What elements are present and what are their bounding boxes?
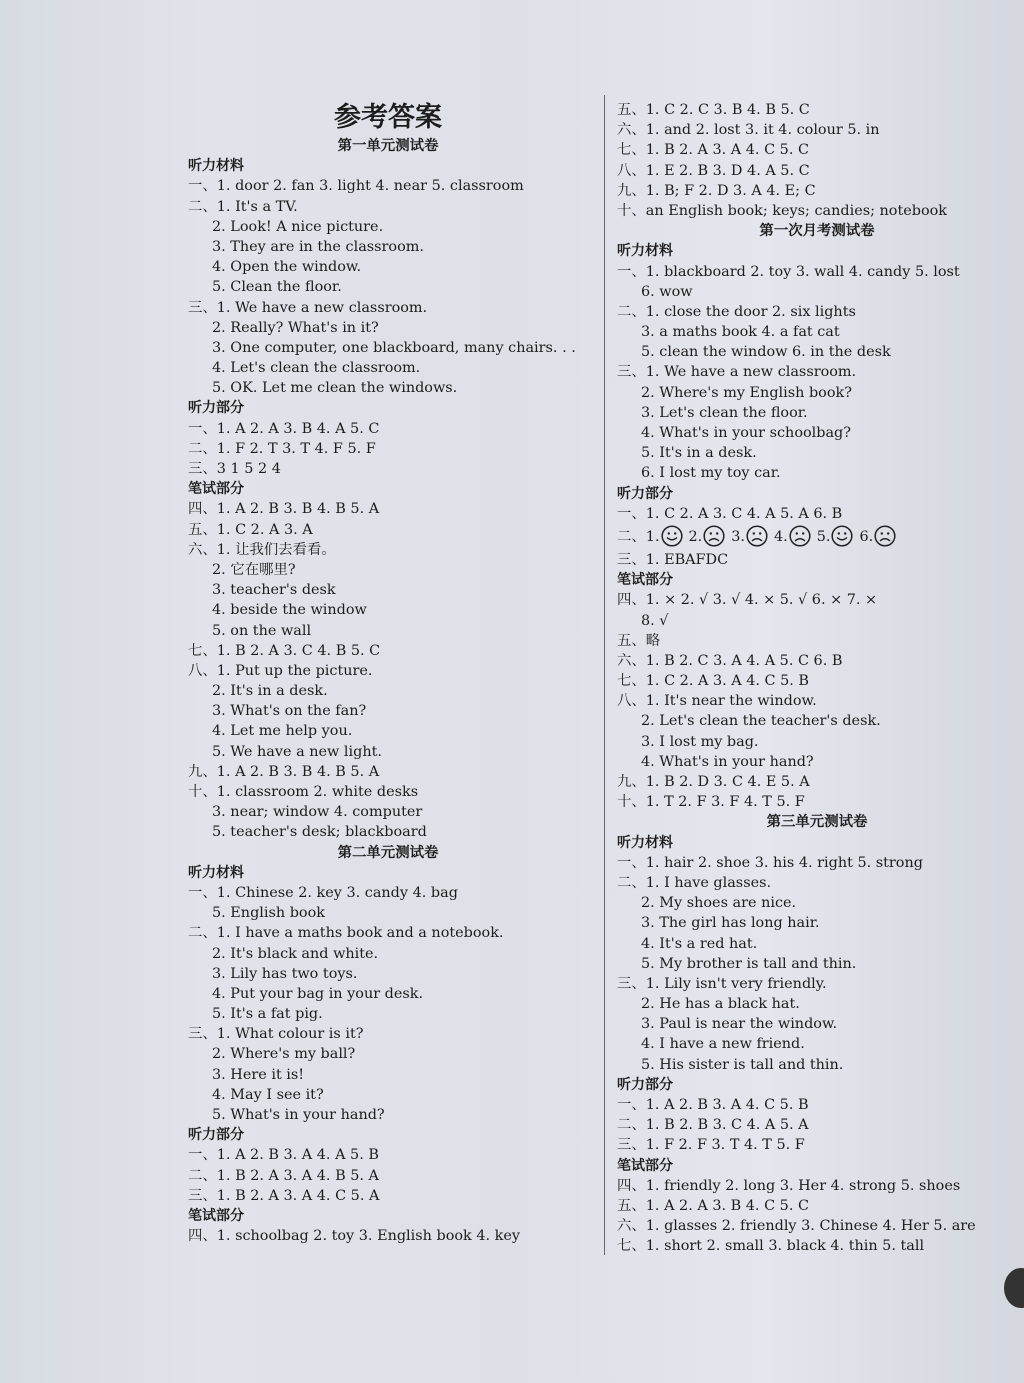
subsection-heading: 听力部分 [617,1076,673,1093]
answer-line: 5. teacher's desk; blackboard [212,824,427,841]
sad-face-icon [789,525,811,556]
subsection-heading: 听力部分 [188,400,244,417]
answer-line: 2. It's in a desk. [212,683,328,700]
answer-line: 2. Where's my ball? [212,1046,356,1063]
answer-line: 八、1. E 2. B 3. D 4. A 5. C [617,162,810,179]
answer-line: 一、1. A 2. B 3. A 4. C 5. B [617,1097,809,1113]
answer-line: 六、1. glasses 2. friendly 3. Chinese 4. Her 5. are [617,1218,976,1235]
subsection-heading: 笔试部分 [617,1157,673,1174]
question-number: 二、 [617,528,646,545]
answer-line: 七、1. C 2. A 3. A 4. C 5. B [617,673,809,690]
answer-line: 一、1. C 2. A 3. C 4. A 5. A 6. B [617,505,843,522]
answer-line: 6. wow [641,283,693,300]
answer-line-faces [617,524,1017,550]
answer-line: 三、3 1 5 2 4 [188,461,281,477]
answer-line: 4. I have a new friend. [641,1036,805,1053]
answer-line: 4. Let me help you. [212,723,353,740]
subsection-heading: 笔试部分 [617,572,673,589]
answer-line: 三、1. Lily isn't very friendly. [617,975,827,992]
answer-line: 一、1. blackboard 2. toy 3. wall 4. candy 5. lost [617,263,960,280]
page-title: 参考答案 [334,102,442,133]
answer-number: 5. [816,528,831,545]
subsection-heading: 听力材料 [188,158,244,175]
subsection-heading: 听力部分 [617,485,673,502]
answer-number: 6. [859,528,874,545]
answer-line: 4. Let's clean the classroom. [212,360,421,377]
answer-line: 4. What's in your schoolbag? [641,425,851,441]
answer-line: 5. What's in your hand? [212,1107,385,1123]
answer-line: 三、1. EBAFDC [617,551,729,568]
answer-line: 4. Open the window. [212,259,362,276]
answer-line: 六、1. B 2. C 3. A 4. A 5. C 6. B [617,652,843,669]
answer-line: 3. I lost my bag. [641,733,759,750]
answer-line: 3. They are in the classroom. [212,238,424,255]
answer-line: 3. teacher's desk [212,582,336,599]
answer-line: 3. a maths book 4. a fat cat [641,324,840,341]
answer-number: 4. [774,528,788,545]
section-title: 第三单元测试卷 [766,813,868,831]
answer-line: 3. Here it is! [212,1066,305,1083]
subsection-heading: 听力部分 [188,1127,244,1144]
answer-line: 5. It's in a desk. [641,445,757,462]
answer-line: 2. Look! A nice picture. [212,218,384,235]
section-title: 第一次月考测试卷 [759,222,875,240]
answer-line: 二、1. I have glasses. [617,874,772,891]
answer-line: 3. One computer, one blackboard, many chairs. . . [212,339,576,356]
answer-line: 8. √ [641,612,669,629]
answer-line: 2. Let's clean the teacher's desk. [641,713,881,730]
answer-line: 3. The girl has long hair. [641,915,820,932]
smiley-face-icon [831,525,853,556]
answer-number: 1. [645,528,660,545]
answer-line: 十、1. classroom 2. white desks [188,784,419,800]
column-divider [604,95,605,1255]
answer-line: 4. It's a red hat. [641,935,758,952]
answer-line: 三、1. We have a new classroom. [188,299,428,316]
answer-line: 6. I lost my toy car. [641,465,781,482]
answer-line: 九、1. A 2. B 3. B 4. B 5. A [188,763,380,780]
answer-line: 4. Put your bag in your desk. [212,985,424,1002]
sad-face-icon [746,525,768,556]
answer-line: 3. What's on the fan? [212,703,367,720]
answer-number: 2. [688,528,703,545]
answer-line: 五、1. C 2. C 3. B 4. B 5. C [617,102,810,118]
answer-line: 九、1. B; F 2. D 3. A 4. E; C [617,182,816,199]
answer-line: 一、1. hair 2. shoe 3. his 4. right 5. strong [617,854,923,871]
answer-line: 5. on the wall [212,622,312,639]
answer-line: 3. Lily has two toys. [212,965,358,982]
answer-line: 二、1. B 2. A 3. A 4. B 5. A [188,1167,379,1184]
answer-line: 2. It's black and white. [212,945,379,962]
answer-line: 七、1. B 2. A 3. C 4. B 5. C [188,642,381,659]
answer-line: 七、1. short 2. small 3. black 4. thin 5. tall [617,1238,925,1255]
answer-line: 2. Where's my English book? [641,384,852,401]
answer-line: 5. Clean the floor. [212,279,342,296]
answer-line: 2. 它在哪里? [212,561,296,578]
page-corner-mark [1004,1268,1024,1308]
answer-line: 2. Really? What's in it? [212,319,379,336]
answer-line: 5. It's a fat pig. [212,1006,323,1023]
answer-line: 5. English book [212,905,325,922]
left-column [188,100,588,1246]
answer-line: 十、an English book; keys; candies; notebook [617,202,948,219]
answer-line: 三、1. What colour is it? [188,1026,364,1043]
answer-line: 三、1. B 2. A 3. A 4. C 5. A [188,1187,380,1204]
answer-line: 2. He has a black hat. [641,996,800,1013]
answer-line: 二、1. B 2. B 3. C 4. A 5. A [617,1117,809,1134]
answer-line: 八、1. It's near the window. [617,693,817,710]
subsection-heading: 笔试部分 [188,1207,244,1224]
subsection-heading: 听力材料 [617,834,673,851]
section-title: 第一单元测试卷 [337,137,439,154]
answer-line: 4. beside the window [212,602,367,619]
subsection-heading: 笔试部分 [188,481,244,498]
answer-line: 二、1. F 2. T 3. T 4. F 5. F [188,440,376,457]
answer-line: 六、1. 让我们去看看。 [188,541,336,558]
answer-line: 五、1. C 2. A 3. A [188,521,313,538]
answer-line: 五、略 [617,632,661,649]
subsection-heading: 听力材料 [188,864,244,881]
answer-line: 五、1. A 2. A 3. B 4. C 5. C [617,1197,809,1214]
answer-line: 5. His sister is tall and thin. [641,1056,844,1073]
answer-line: 四、1. A 2. B 3. B 4. B 5. A [188,501,380,518]
answer-line: 四、1. schoolbag 2. toy 3. English book 4. key [188,1228,520,1245]
answer-line: 六、1. and 2. lost 3. it 4. colour 5. in [617,122,880,139]
answer-line: 3. near; window 4. computer [212,804,423,821]
answer-line: 一、1. A 2. A 3. B 4. A 5. C [188,420,380,437]
answer-line: 七、1. B 2. A 3. A 4. C 5. C [617,142,809,159]
answer-line: 一、1. Chinese 2. key 3. candy 4. bag [188,884,458,901]
subsection-heading: 听力材料 [617,243,673,260]
answer-line: 3. Paul is near the window. [641,1016,838,1033]
answer-line: 二、1. close the door 2. six lights [617,303,856,320]
answer-line: 5. clean the window 6. in the desk [641,344,891,361]
answer-line: 二、1. It's a TV. [188,198,298,215]
answer-line: 3. Let's clean the floor. [641,404,808,421]
answer-line: 三、1. We have a new classroom. [617,364,857,381]
answer-line: 十、1. T 2. F 3. F 4. T 5. F [617,794,805,811]
answer-line: 三、1. F 2. F 3. T 4. T 5. F [617,1137,805,1154]
answer-line: 5. OK. Let me clean the windows. [212,380,458,397]
answer-number: 3. [731,528,745,545]
answer-line: 四、1. friendly 2. long 3. Her 4. strong 5. shoes [617,1177,961,1194]
answer-line: 4. What's in your hand? [641,753,814,770]
answer-line: 四、1. × 2. √ 3. √ 4. × 5. √ 6. × 7. × [617,592,878,609]
answer-line: 5. We have a new light. [212,743,382,760]
answer-line: 5. My brother is tall and thin. [641,955,857,972]
sad-face-icon [874,525,896,556]
answer-line: 一、1. door 2. fan 3. light 4. near 5. classroom [188,178,524,195]
answer-line: 一、1. A 2. B 3. A 4. A 5. B [188,1147,379,1164]
answer-line: 二、1. I have a maths book and a notebook. [188,925,504,942]
answer-line: 九、1. B 2. D 3. C 4. E 5. A [617,774,810,790]
section-title: 第二单元测试卷 [337,843,439,861]
right-column [617,100,1017,1257]
answer-line: 八、1. Put up the picture. [188,662,373,679]
answer-line: 4. May I see it? [212,1086,324,1103]
answer-line: 2. My shoes are nice. [641,895,797,912]
